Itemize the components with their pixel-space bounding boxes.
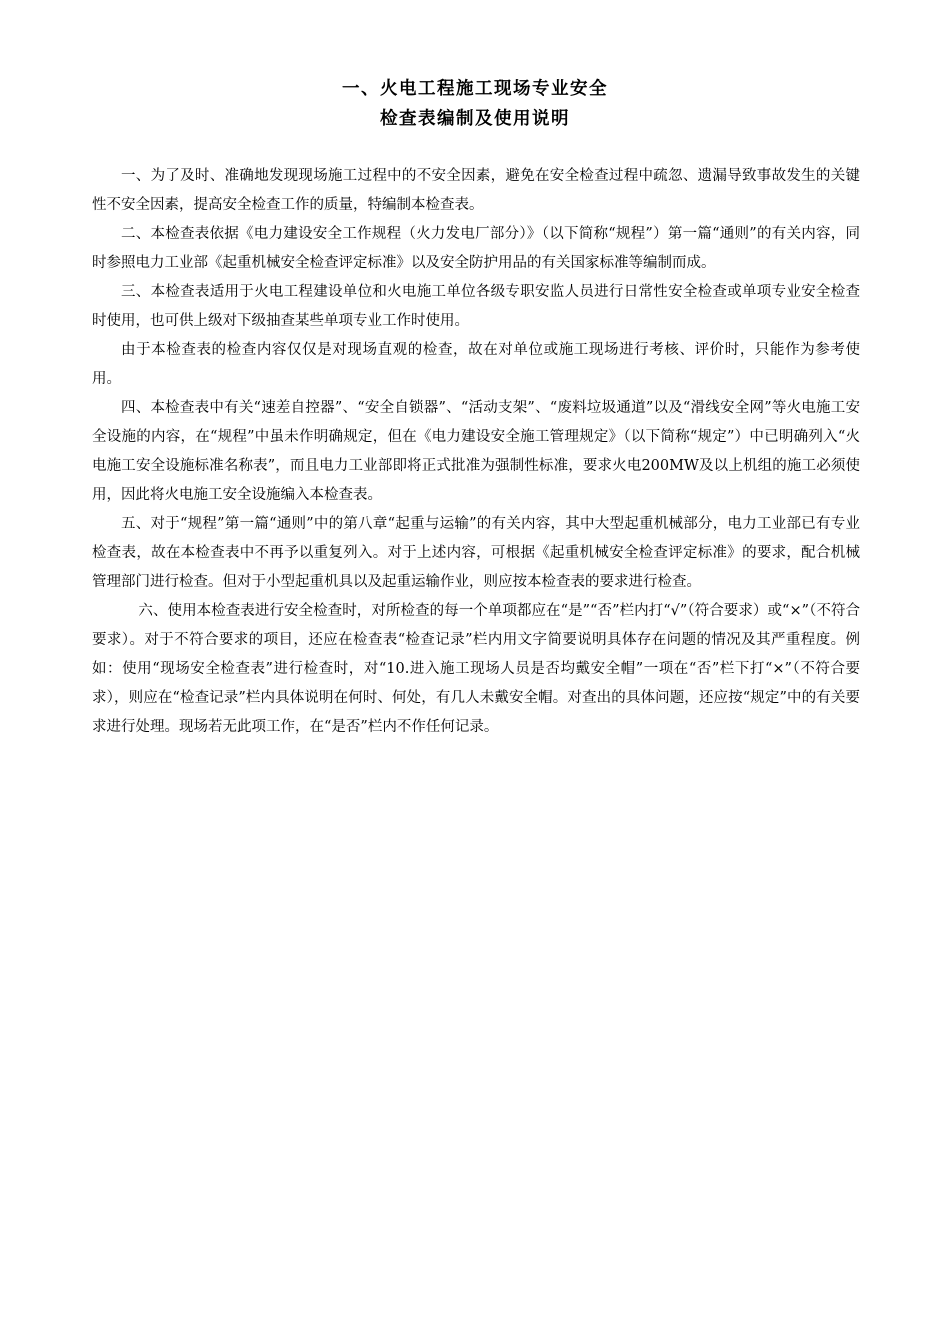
paragraph-3: 三、本检查表适用于火电工程建设单位和火电施工单位各级专职安监人员进行日常性安全检查或单项专业安全检查时使用，也可供上级对下级抽查某些单项专业工作时使用。 (92, 284, 860, 329)
document-title (0, 74, 950, 134)
paragraph-7: 六、使用本检查表进行安全检查时，对所检查的每一个单项都应在“是”“否”栏内打“√”（符合要求）或“×”（不符合要求）。对于不符合要求的项目，还应在检查表“检查记录”栏内用文字简要说明具体存在问题的情况及其严重程度。例如：使用“现场安全检查表”进行检查时，对“10.进入施工现场人员是否均戴安全帽”一项在“否”栏下打“×”（不符合要求），则应在“检查记录”栏内具体说明在何时、何处，有几人未戴安全帽。对查出的具体问题，还应按“规定”中的有关要求进行处理。现场若无此项工作，在“是否”栏内不作任何记录。 (92, 603, 860, 735)
paragraph-4: 由于本检查表的检查内容仅仅是对现场直观的检查，故在对单位或施工现场进行考核、评价时，只能作为参考使用。 (92, 342, 860, 387)
paragraph-2: 二、本检查表依据《电力建设安全工作规程（火力发电厂部分）》（以下简称“规程”）第一篇“通则”的有关内容，同时参照电力工业部《起重机械安全检查评定标准》以及安全防护用品的有关国家标准等编制而成。 (92, 226, 860, 271)
paragraph-1: 一、为了及时、准确地发现现场施工过程中的不安全因素，避免在安全检查过程中疏忽、遗漏导致事故发生的关键性不安全因素，提高安全检查工作的质量，特编制本检查表。 (92, 168, 860, 213)
title-line-2: 检查表编制及使用说明 (380, 109, 570, 129)
title-line-1: 一、火电工程施工现场专业安全 (342, 79, 608, 99)
paragraph-5: 四、本检查表中有关“速差自控器”、“安全自锁器”、“活动支架”、“废料垃圾通道”以及“滑线安全网”等火电施工安全设施的内容，在“规程”中虽未作明确规定，但在《电力建设安全施工管理规定》（以下简称“规定”）中已明确列入“火电施工安全设施标准名称表”，而且电力工业部即将正式批准为强制性标准，要求火电200MW及以上机组的施工必须使用，因此将火电施工安全设施编入本检查表。 (92, 400, 860, 503)
document-body (92, 162, 860, 742)
paragraph-6: 五、对于“规程”第一篇“通则”中的第八章“起重与运输”的有关内容，其中大型起重机械部分，电力工业部已有专业检查表，故在本检查表中不再予以重复列入。对于上述内容，可根据《起重机械安全检查评定标准》的要求，配合机械管理部门进行检查。但对于小型起重机具以及起重运输作业，则应按本检查表的要求进行检查。 (92, 516, 860, 590)
